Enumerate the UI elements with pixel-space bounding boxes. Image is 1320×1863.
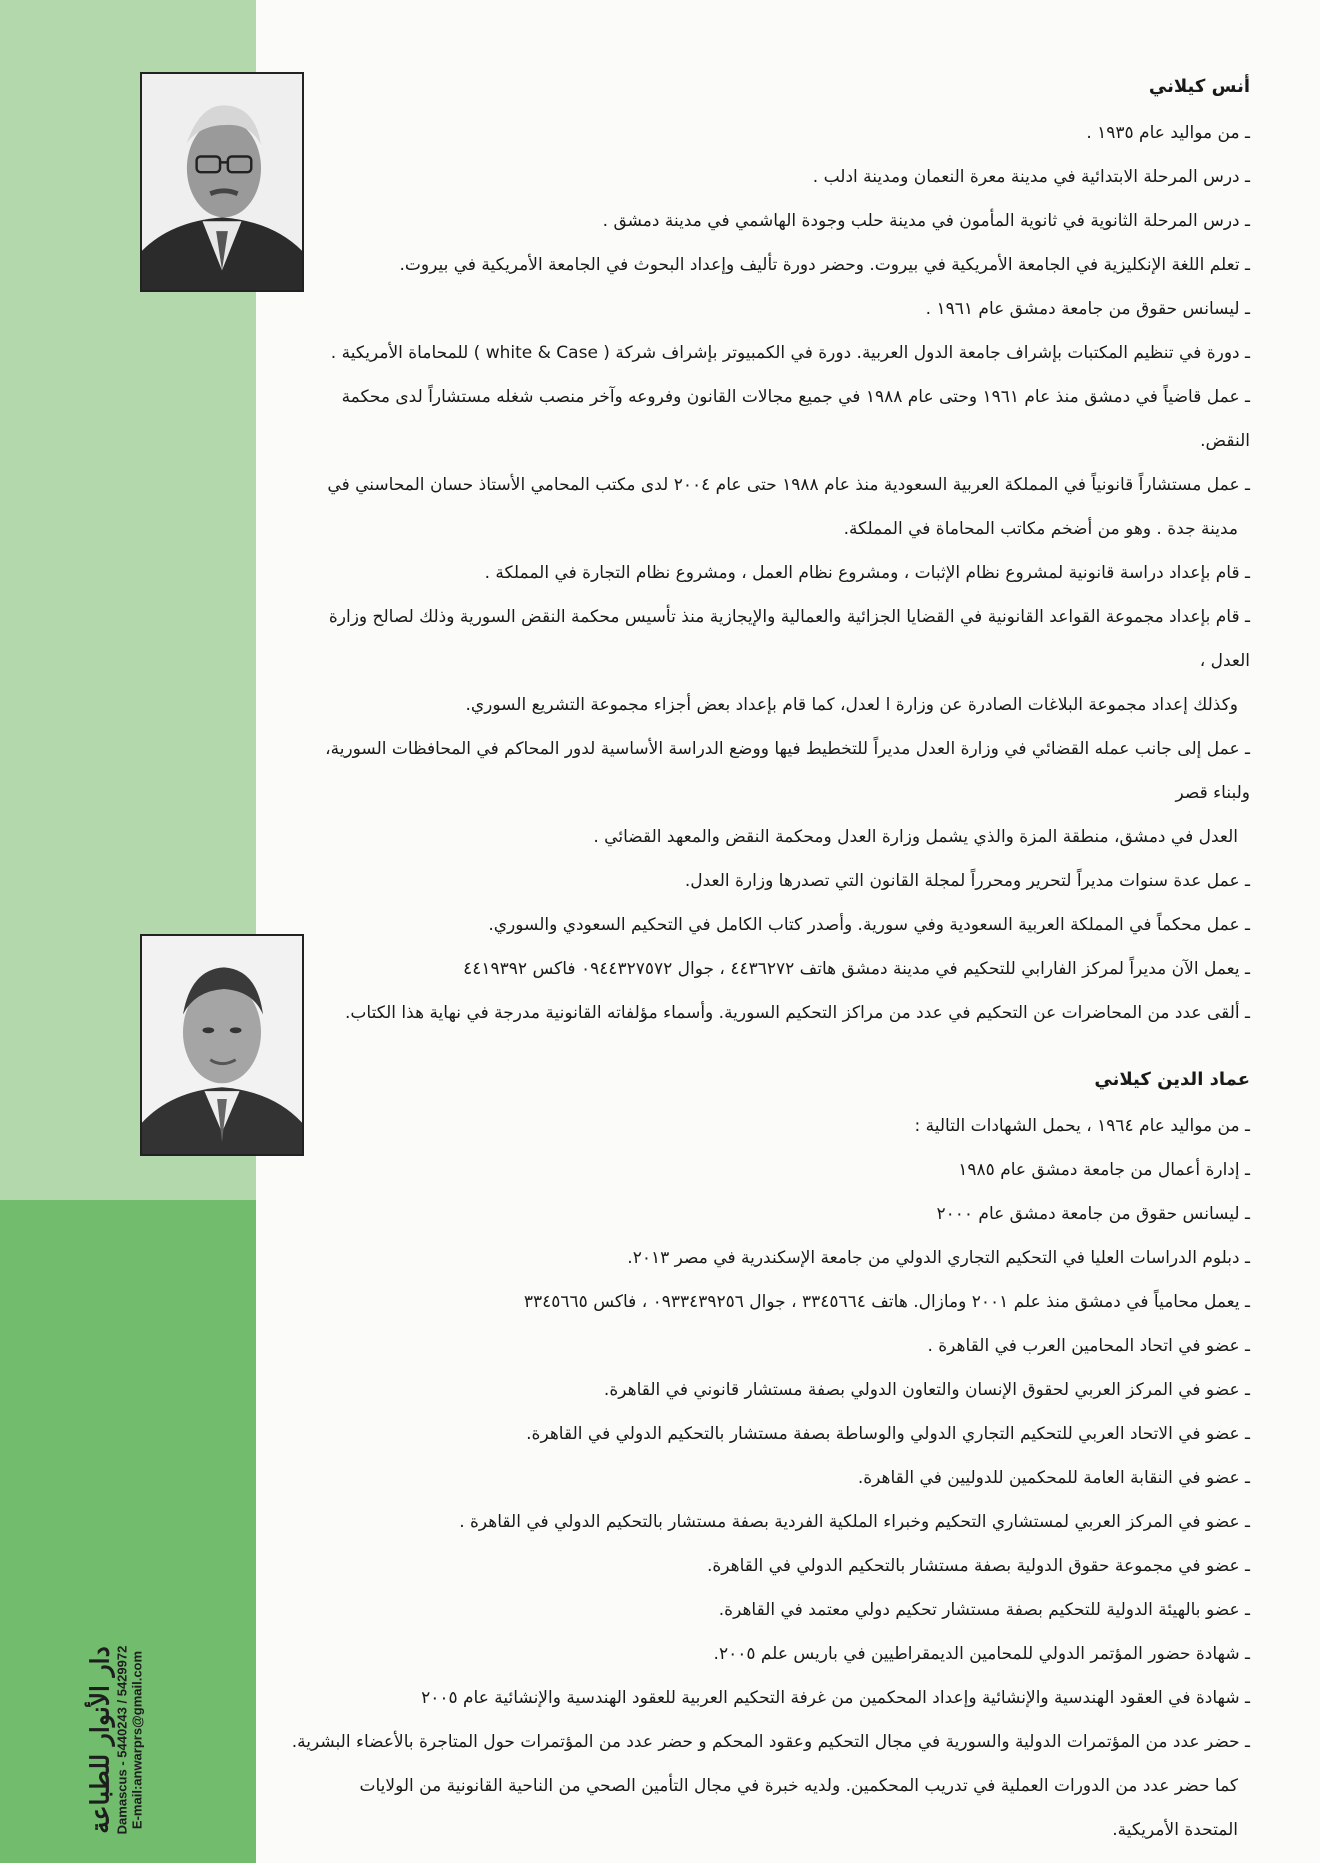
bio2-item: ـ حضر عدد من المؤتمرات الدولية والسورية في مجال التحكيم وعقود المحكم و حضر عدد من المؤتمرات حول المتاجرة بالأعضاء البشرية. [291,1732,1250,1752]
bio1-item: ـ من مواليد عام ١٩٣٥ . [1086,123,1250,143]
bio1-item-continuation: العدل في دمشق، منطقة المزة والذي يشمل وزارة العدل ومحكمة النقض والمعهد القضائي . [593,827,1238,847]
bio1-item: ـ عمل إلى جانب عمله القضائي في وزارة العدل مديراً للتخطيط فيها ووضع الدراسة الأساسية لدور المحاكم في المحافظات السورية، ولبناء قصر [325,739,1250,803]
bio1-item: ـ عمل محكماً في المملكة العربية السعودية وفي سورية. وأصدر كتاب الكامل في التحكيم السعودي والسوري. [488,915,1250,935]
bio1-item: ـ درس المرحلة الابتدائية في مدينة معرة النعمان ومدينة ادلب . [812,167,1250,187]
publisher-name: دار الأنوار للطباعة [85,1646,115,1834]
biography-content [290,76,1250,1852]
publisher-spine [70,1620,160,1860]
bio2-item: ـ عضو في اتحاد المحامين العرب في القاهرة . [927,1336,1250,1356]
bio1-item: ـ ليسانس حقوق من جامعة دمشق عام ١٩٦١ . [925,299,1250,319]
publisher-email: E-mail:anwarprs@gmail.com [129,1650,145,1830]
bio2-item: ـ يعمل محامياً في دمشق منذ علم ٢٠٠١ ومازال. هاتف ٣٣٤٥٦٦٤ ، جوال ٠٩٣٣٤٣٩٢٥٦ ، فاكس ٣٣٤٥٦٦٥ [523,1292,1250,1312]
bio2-item: ـ عضو في مجموعة حقوق الدولية بصفة مستشار بالتحكيم الدولي في القاهرة. [706,1556,1250,1576]
bio2-item: ـ عضو بالهيئة الدولية للتحكيم بصفة مستشار تحكيم دولي معتمد في القاهرة. [718,1600,1250,1620]
bio2-item: ـ عضو في الاتحاد العربي للتحكيم التجاري الدولي والوساطة بصفة مستشار بالتحكيم الدولي في القاهرة. [526,1424,1250,1444]
bio1-item: ـ درس المرحلة الثانوية في ثانوية المأمون في مدينة حلب وجودة الهاشمي في مدينة دمشق . [602,211,1250,231]
bio1-item: ـ عمل مستشاراً قانونياً في المملكة العربية السعودية منذ عام ١٩٨٨ حتى عام ٢٠٠٤ لدى مكتب المحامي الأستاذ حسان المحاسني في [327,475,1250,495]
bio1-item: ـ ألقى عدد من المحاضرات عن التحكيم في عدد من مراكز التحكيم السورية. وأسماء مؤلفاته القانونية مدرجة في نهاية هذا الكتاب. [345,1003,1250,1023]
bio2-item: ـ إدارة أعمال من جامعة دمشق عام ١٩٨٥ [958,1160,1250,1180]
bio2-item-continuation: المتحدة الأمريكية. [1112,1820,1238,1840]
bio2-item: ـ شهادة حضور المؤتمر الدولي للمحامين الديمقراطيين في باريس علم ٢٠٠٥. [713,1644,1250,1664]
bio2-item: ـ شهادة في العقود الهندسية والإنشائية وإعداد المحكمين من غرفة التحكيم العربية للعقود الهندسية والإنشائية عام ٢٠٠٥ [421,1688,1250,1708]
bio2-item: ـ من مواليد عام ١٩٦٤ ، يحمل الشهادات التالية : [914,1116,1250,1136]
bio1-item: ـ عمل عدة سنوات مديراً لتحرير ومحرراً لمجلة القانون التي تصدرها وزارة العدل. [684,871,1250,891]
publisher-address: Damascus - 5440243 / 5429972 [114,1645,130,1835]
bio-name-imad: عماد الدين كيلاني [1094,1069,1250,1090]
bio2-item: ـ عضو في النقابة العامة للمحكمين للدوليين في القاهرة. [857,1468,1250,1488]
bio1-item: ـ دورة في تنظيم المكتبات بإشراف جامعة الدول العربية. دورة في الكمبيوتر بإشراف شركة ( white & Case ) للمحاماة الأمريكية . [330,343,1250,363]
bio1-item: ـ قام بإعداد مجموعة القواعد القانونية في القضايا الجزائية والعمالية والإيجازية منذ تأسيس محكمة النقض السورية وذلك لصالح وزارة العدل ، [328,607,1250,671]
bio2-item-continuation: كما حضر عدد من الدورات العملية في تدريب المحكمين. ولديه خبرة في مجال التأمين الصحي من الناحية القانونية من الولايات [359,1776,1238,1796]
bio1-item: ـ قام بإعداد دراسة قانونية لمشروع نظام الإثبات ، ومشروع نظام العمل ، ومشروع نظام التجارة في المملكة . [484,563,1250,583]
bio1-item: ـ عمل قاضياً في دمشق منذ عام ١٩٦١ وحتى عام ١٩٨٨ في جميع مجالات القانون وفروعه وآخر منصب شغله مستشاراً لدى محكمة النقض. [341,387,1250,451]
bio1-item-continuation: مدينة جدة . وهو من أضخم مكاتب المحاماة في المملكة. [843,519,1238,539]
bio1-item-continuation: وكذلك إعداد مجموعة البلاغات الصادرة عن وزارة ا لعدل، كما قام بإعداد بعض أجزاء مجموعة التشريع السوري. [465,695,1238,715]
portrait-photo-anas [140,72,304,292]
bio1-item: ـ يعمل الآن مديراً لمركز الفارابي للتحكيم في مدينة دمشق هاتف ٤٤٣٦٢٧٢ ، جوال ٠٩٤٤٣٢٧٥٧٢ فاكس ٤٤١٩٣٩٢ [463,959,1250,979]
bio-name-anas: أنس كيلاني [1148,76,1250,97]
bio2-item: ـ ليسانس حقوق من جامعة دمشق عام ٢٠٠٠ [936,1204,1250,1224]
bio1-item: ـ تعلم اللغة الإنكليزية في الجامعة الأمريكية في بيروت. وحضر دورة تأليف وإعداد البحوث في الجامعة الأمريكية في بيروت. [399,255,1250,275]
bio2-item: ـ دبلوم الدراسات العليا في التحكيم التجاري الدولي من جامعة الإسكندرية في مصر ٢٠١٣. [627,1248,1250,1268]
portrait-photo-imad [140,934,304,1156]
bio2-item: ـ عضو في المركز العربي لمستشاري التحكيم وخبراء الملكية الفردية بصفة مستشار بالتحكيم الدولي في القاهرة . [459,1512,1250,1532]
bio2-item: ـ عضو في المركز العربي لحقوق الإنسان والتعاون الدولي بصفة مستشار قانوني في القاهرة. [603,1380,1250,1400]
